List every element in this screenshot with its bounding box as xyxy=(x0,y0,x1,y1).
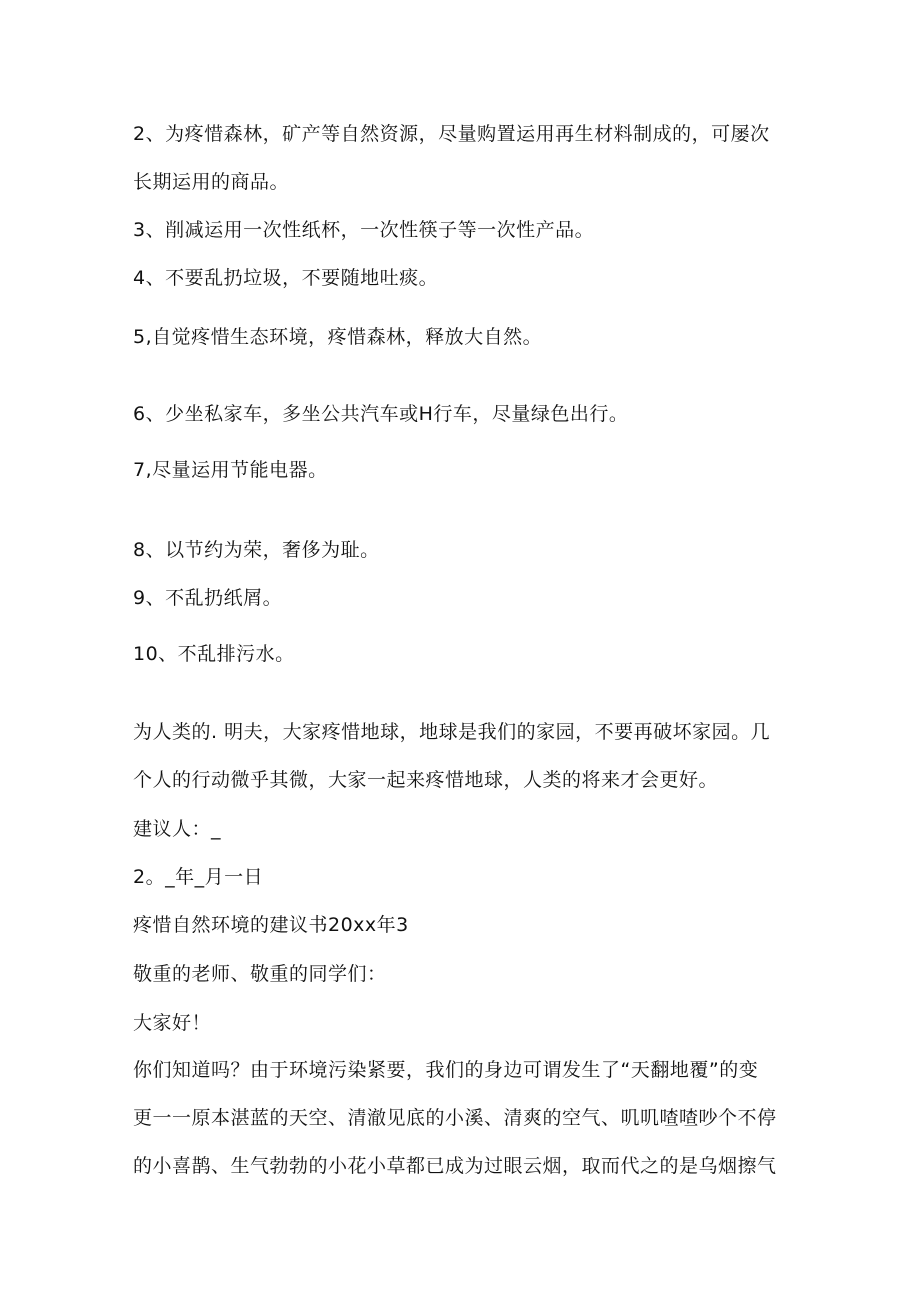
text-line-paragraph-1-cont: 个人的行动微乎其微，大家一起来疼惜地球，人类的将来才会更好。 xyxy=(133,769,719,791)
text-line-item-5: 5,自觉疼惜生态环境，疼惜森林，释放大自然。 xyxy=(133,326,543,348)
text-line-salutation: 敬重的老师、敬重的同学们： xyxy=(133,963,387,985)
text-line-item-2-cont: 长期运用的商品。 xyxy=(133,171,290,193)
text-line-greeting: 大家好！ xyxy=(133,1012,212,1034)
text-line-item-3: 3、削减运用一次性纸杯，一次性筷子等一次性产品。 xyxy=(133,219,595,241)
text-line-item-8: 8、以节约为荣，奢侈为耻。 xyxy=(133,539,380,561)
text-line-item-10: 10、不乱排污水。 xyxy=(133,643,295,665)
text-line-body-3: 的小喜鹊、生气勃勃的小花小草都已成为过眼云烟，取而代之的是乌烟擦气 xyxy=(133,1155,777,1177)
text-line-item-7: 7,尽量运用节能电器。 xyxy=(133,459,328,481)
text-line-item-9: 9、不乱扔纸屑。 xyxy=(133,587,283,609)
text-line-item-2: 2、为疼惜森林，矿产等自然资源，尽量购置运用再生材料制成的，可屡次 xyxy=(133,123,770,145)
text-line-body-2: 更一一原本湛蓝的天空、清澈见底的小溪、清爽的空气、叽叽喳喳吵个不停 xyxy=(133,1107,777,1129)
text-line-date: 2。_年_月一日 xyxy=(133,866,264,888)
text-line-body-1: 你们知道吗？由于环境污染紧要，我们的身边可谓发生了“天翻地覆”的变 xyxy=(133,1059,759,1081)
text-line-item-6: 6、少坐私家车，多坐公共汽车或H行车，尽量绿色出行。 xyxy=(133,403,629,425)
text-line-paragraph-1: 为人类的. 明夫，大家疼惜地球，地球是我们的家园，不要再破坏家园。几 xyxy=(133,721,771,743)
text-line-item-4: 4、不要乱扔垃圾，不要随地吐痰。 xyxy=(133,267,439,289)
text-line-title: 疼惜自然环境的建议书20xx年3 xyxy=(133,914,409,936)
text-line-proposer: 建议人：_ xyxy=(133,818,222,840)
